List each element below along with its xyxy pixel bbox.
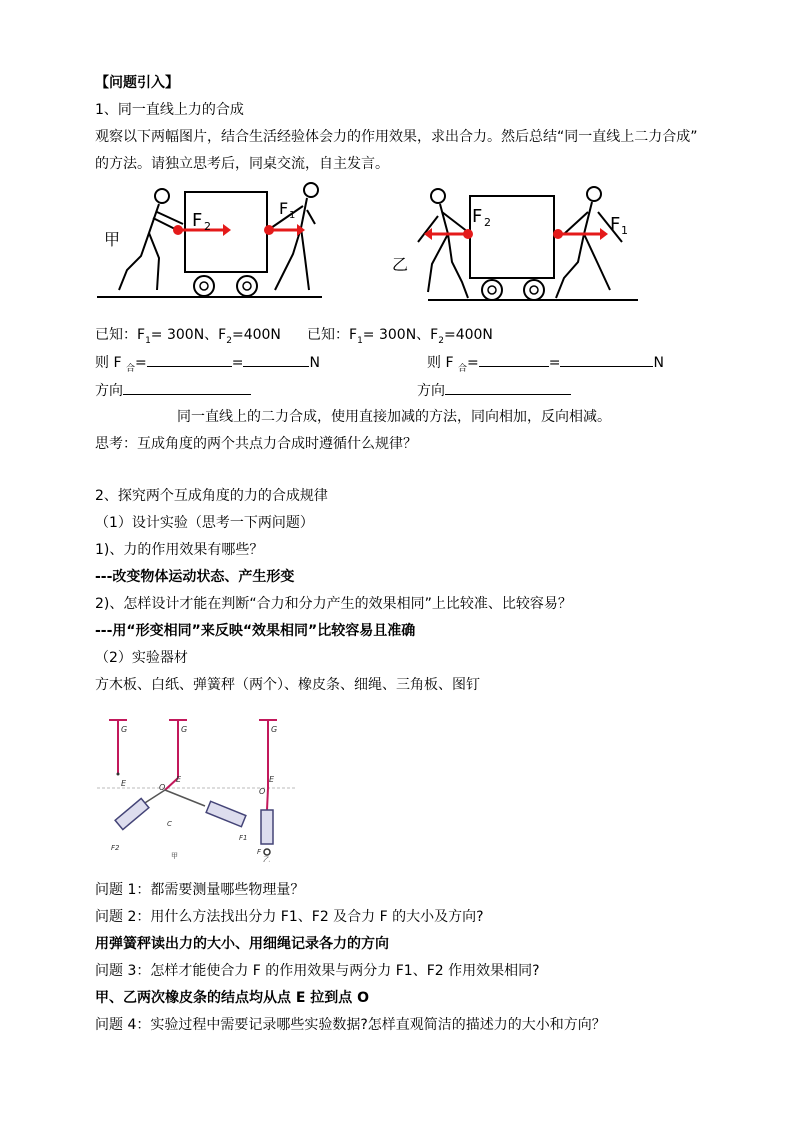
direction-left: 方向 bbox=[95, 380, 251, 401]
summary: 同一直线上的二力合成，使用直接加减的方法，同向相加，反向相减。 bbox=[177, 409, 611, 425]
section-1-title: 1、同一直线上力的合成 bbox=[95, 102, 244, 118]
label-f2-right: F bbox=[472, 206, 483, 227]
label-yi: 乙 bbox=[392, 255, 409, 274]
known-left: 已知：$F_1= 300N$、$F_2=400N$ bbox=[95, 327, 281, 346]
label-f1-left-sub: 1 bbox=[289, 210, 296, 221]
svg-text:E: E bbox=[121, 779, 127, 788]
label-f2-left-sub: 2 bbox=[204, 220, 211, 233]
section-heading: 【问题引入】 bbox=[95, 75, 179, 91]
figure-cart-same-direction bbox=[97, 178, 322, 310]
label-f2-left: F bbox=[192, 210, 203, 231]
result-right: 则 F $_合$= = N bbox=[427, 352, 664, 373]
svg-text:G: G bbox=[181, 725, 188, 734]
label-f1-right: F bbox=[610, 214, 621, 235]
answer-blank[interactable] bbox=[479, 352, 549, 367]
think-question: 思考：互成角度的两个共点力合成时遵循什么规律？ bbox=[95, 436, 417, 452]
svg-text:E: E bbox=[176, 775, 182, 784]
svg-text:乙: 乙 bbox=[263, 856, 270, 862]
worksheet-question-2: 问题 2：用什么方法找出分力 F1、F2 及合力 F 的大小及方向? bbox=[95, 909, 484, 925]
worksheet-answer-2: 用弹簧秤读出力的大小、用细绳记录各力的方向 bbox=[95, 936, 389, 952]
svg-text:G: G bbox=[271, 725, 278, 734]
label-f1-right-sub: 1 bbox=[621, 224, 628, 237]
question-2: 2)、怎样设计才能在判断“合力和分力产生的效果相同”上比较准、比较容易？ bbox=[95, 596, 572, 612]
answer-blank[interactable] bbox=[243, 352, 309, 367]
svg-text:F1: F1 bbox=[239, 834, 248, 842]
answer-1: ---改变物体运动状态、产生形变 bbox=[95, 569, 295, 585]
worksheet-question-4: 问题 4：实验过程中需要记录哪些实验数据?怎样直观简洁的描述力的大小和方向？ bbox=[95, 1017, 606, 1033]
intro-paragraph-line-2: 的方法。请独立思考后，同桌交流，自主发言。 bbox=[95, 156, 389, 172]
materials-list: 方木板、白纸、弹簧秤（两个）、橡皮条、细绳、三角板、图钉 bbox=[95, 677, 480, 693]
svg-text:E: E bbox=[269, 775, 275, 784]
answer-blank[interactable] bbox=[445, 380, 571, 395]
svg-text:甲: 甲 bbox=[171, 852, 178, 860]
figure-experiment-setup bbox=[97, 712, 297, 862]
worksheet-answer-3: 甲、乙两次橡皮条的结点均从点 E 拉到点 O bbox=[95, 990, 370, 1006]
svg-text:F: F bbox=[257, 848, 262, 856]
label-jia: 甲 bbox=[104, 230, 121, 249]
svg-text:G: G bbox=[121, 725, 128, 734]
worksheet-question-3: 问题 3：怎样才能使合力 F 的作用效果与两分力 F1、F2 作用效果相同? bbox=[95, 963, 540, 979]
svg-text:O: O bbox=[159, 783, 166, 792]
label-f2-right-sub: 2 bbox=[484, 216, 491, 229]
section-2-title: 2、探究两个互成角度的力的合成规律 bbox=[95, 488, 328, 504]
result-left: 则 F $_合$= = N bbox=[95, 352, 320, 373]
answer-blank[interactable] bbox=[123, 380, 251, 395]
subsection-materials: （2）实验器材 bbox=[95, 650, 188, 666]
known-right: 已知：$F_1= 300N$、$F_2=400N$ bbox=[307, 327, 493, 346]
question-1: 1)、力的作用效果有哪些？ bbox=[95, 542, 264, 558]
answer-blank[interactable] bbox=[147, 352, 232, 367]
subsection-design: （1）设计实验（思考一下两问题） bbox=[95, 515, 314, 531]
answer-2: ---用“形变相同”来反映“效果相同”比较容易且准确 bbox=[95, 623, 416, 639]
svg-text:O: O bbox=[259, 787, 266, 796]
svg-text:C: C bbox=[167, 820, 172, 828]
label-f1-left: F bbox=[279, 199, 289, 218]
direction-right: 方向 bbox=[417, 380, 571, 401]
figure-cart-opposite-direction bbox=[388, 182, 638, 310]
answer-blank[interactable] bbox=[560, 352, 653, 367]
intro-paragraph-line-1: 观察以下两幅图片，结合生活经验体会力的作用效果，求出合力。然后总结“同一直线上二力合成” bbox=[95, 129, 698, 145]
worksheet-question-1: 问题 1：都需要测量哪些物理量？ bbox=[95, 882, 305, 898]
svg-text:F2: F2 bbox=[111, 844, 120, 852]
